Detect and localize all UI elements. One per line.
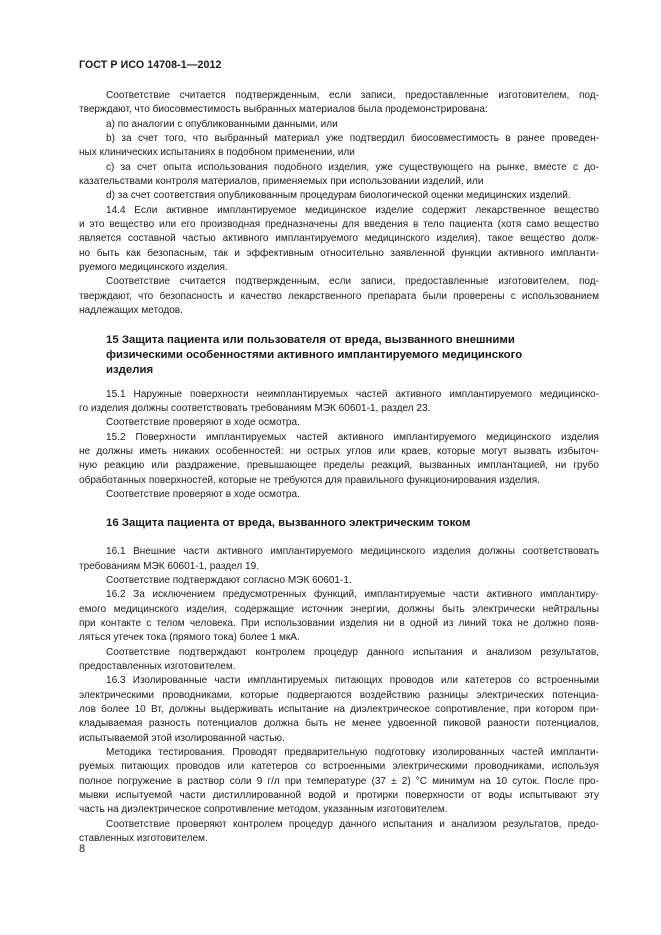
text-line: требованиям МЭК 60601-1, раздел 19. — [79, 560, 259, 572]
text-line: руемых питающих проводов или катетеров со встроенными электрическими проводниками, используя — [79, 761, 599, 773]
clause-14-4: 14.4 Если активное имплантируемое медицинское изделие содержит лекарственное вещество — [106, 204, 599, 216]
text-line: Соответствие подтверждают согласно МЭК 60601-1. — [106, 574, 352, 586]
text-line: обработанных поверхностей, которые не требуются для правильного функционирования изделия. — [79, 474, 540, 486]
text-line: и это вещество или его производная предназначены для введения в тело пациента (хотя само вещество — [79, 219, 599, 231]
section-16-heading: 16 Защита пациента от вреда, вызванного электрическим током — [106, 517, 471, 530]
page-number: 8 — [79, 843, 86, 855]
text-line: Соответствие считается подтвержденным, если записи, предоставленные изготовителем, под- — [106, 90, 599, 101]
document-body — [79, 89, 599, 846]
list-item-d: d) за счет соответствия опубликованным процедурам биологической оценки медицинских изделий. — [106, 190, 571, 202]
text-line: Соответствие проверяют контролем процедур данного испытания и анализом результатов, предо- — [106, 818, 599, 830]
text-line: ляться утечек тока (прямого тока) более 1 мкА. — [79, 632, 300, 644]
text-line: ную реакцию или раздражение, превышающее пределы реакций, вызванных имплантацией, ни грубо — [79, 460, 599, 472]
section-15-heading: 15 Защита пациента или пользователя от вреда, вызванного внешними — [106, 333, 515, 346]
text-line: тверждают, что безопасность и качество лекарственного препарата были проверены с использованием — [79, 290, 599, 302]
text-line: Методика тестирования. Проводят предварительную подготовку изолированных частей импланти- — [106, 747, 599, 759]
text-line: электрическими проводниками, которые подвергаются воздействию разницы электрических потенциа- — [79, 689, 599, 701]
document-header: ГОСТ Р ИСО 14708-1—2012 — [79, 59, 222, 71]
text-line: емого медицинского изделия, содержащие источник энергии, должны быть электрически нейтральны — [79, 603, 599, 615]
section-15-heading: физическими особенностями активного имплантируемого медицинского — [106, 348, 523, 361]
text-line: тверждают, что биосовместимость выбранных материалов была продемонстрирована: — [79, 104, 488, 116]
text-line: при контакте с телом человека. При использовании изделия ни в одной из линий тока не должно появ- — [79, 617, 599, 629]
text-line: Соответствие проверяют в ходе осмотра. — [106, 488, 300, 500]
text-line: Соответствие подтверждают контролем процедур данного испытания и анализом результатов, — [106, 646, 599, 658]
text-line: ных клинических испытаниях в подобном применении, или — [79, 147, 355, 159]
text-line: ставленных изготовителем. — [79, 833, 208, 845]
text-line: предоставленных изготовителем. — [79, 661, 236, 672]
clause-15-1: 15.1 Наружные поверхности неимплантируемых частей активного имплантируемого медицинско- — [106, 388, 599, 400]
text-line: Соответствие проверяют в ходе осмотра. — [106, 417, 300, 429]
text-line: но быть как безопасным, так и эффективным относительно заявленной функции активного импланти- — [79, 247, 599, 259]
text-line: часть на диэлектрическое сопротивление методом, указанным изготовителем. — [79, 804, 448, 816]
text-line: испытываемой этой изолированной частью. — [79, 732, 285, 744]
text-line: надлежащих методов. — [79, 305, 183, 317]
text-line: руемого медицинского изделия. — [79, 262, 228, 274]
list-item-a: a) по аналогии с опубликованными данными, или — [106, 118, 338, 130]
text-line: казательствами контроля материалов, применяемых при использовании изделий, или — [79, 176, 484, 188]
clause-16-1: 16.1 Внешние части активного имплантируемого медицинского изделия должны соответствовать — [106, 546, 599, 558]
text-line: лов более 10 Вт, должны выдерживать испытание на диэлектрическое сопротивление, при котором при- — [79, 704, 599, 716]
list-item-b: b) за счет того, что выбранный материал уже подтвердил биосовместимость в ранее проведен- — [106, 133, 599, 145]
text-line: го изделия должны соответствовать требованиям МЭК 60601-1, раздел 23. — [79, 402, 431, 414]
section-15-heading: изделия — [106, 363, 154, 376]
text-line: является составной частью активного имплантируемого медицинского изделия), такое вещество долж- — [79, 233, 599, 245]
text-line: не должны иметь никаких особенностей: ни острых углов или краев, которые могут вызвать избыточ- — [79, 445, 599, 457]
clause-16-3: 16.3 Изолированные части имплантируемых питающих проводов или катетеров со встроенными — [106, 675, 599, 687]
text-line: мывки испытуемой части дистиллированной водой и протирки поверхности от воды испытывают эту — [79, 790, 599, 802]
list-item-c: c) за счет опыта использования подобного изделия, уже существующего на рынке, вместе с до- — [106, 161, 599, 173]
clause-16-2: 16.2 За исключением предусмотренных функций, имплантируемые части активного имплантиру- — [106, 589, 599, 601]
text-line: полное погружение в раствор соли 9 г/л при температуре (37 ± 2) °С минимум на 10 суток. После про- — [79, 775, 599, 787]
text-line: кладываемая разность потенциалов должна быть не менее удвоенной пиковой разности потенциалов, — [79, 718, 599, 730]
text-line: Соответствие считается подтвержденным, если записи, предоставленные изготовителем, под- — [106, 276, 599, 288]
clause-15-2: 15.2 Поверхности имплантируемых частей активного имплантируемого медицинского изделия — [106, 431, 599, 443]
